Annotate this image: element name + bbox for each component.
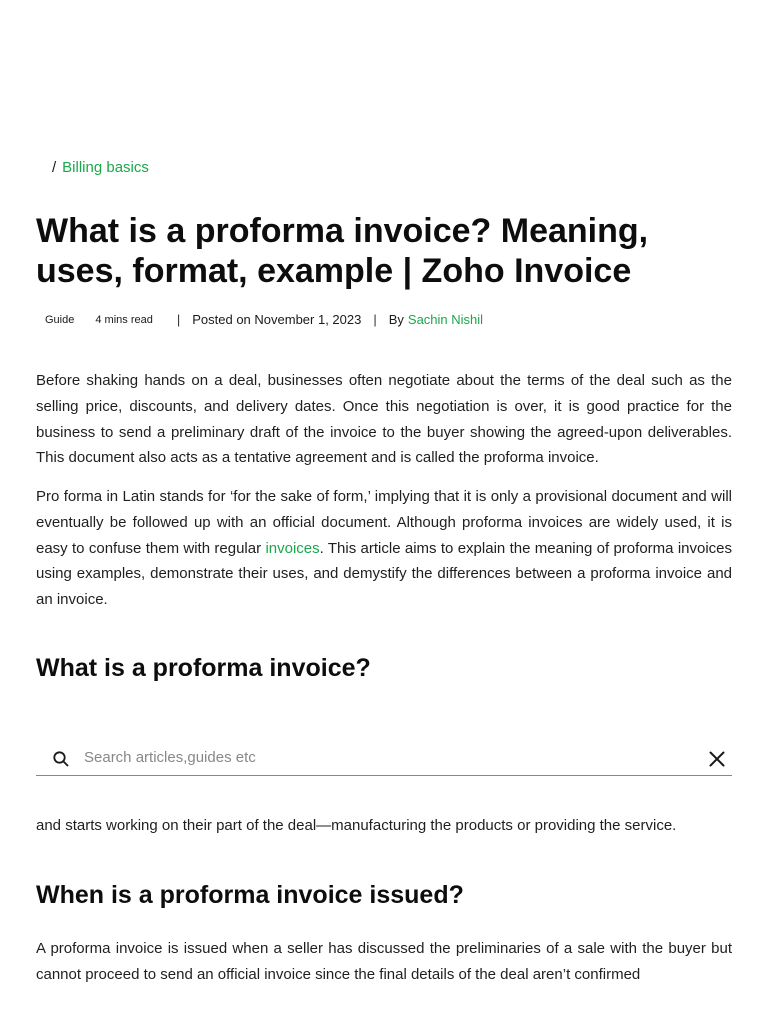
breadcrumb-separator: / [52, 159, 57, 176]
second-paragraph-text-1: Pro forma in Latin stands for ‘for the sake of form,’ implying that it is only a provisional document and will eventually be followed up with an official document. Although proforma invoices are widely used, it is easy to confuse them with regular [36, 488, 732, 557]
close-icon[interactable] [708, 750, 726, 768]
search-input[interactable] [84, 749, 708, 766]
breadcrumb-link-billing-basics[interactable]: Billing basics [62, 159, 149, 176]
meta-separator: | [176, 312, 181, 327]
breadcrumb [52, 157, 149, 179]
second-paragraph [36, 484, 732, 613]
third-paragraph: A proforma invoice is issued when a seller has discussed the preliminaries of a sale with the buyer but cannot proceed to send an official invoice since the final details of the deal aren’t confirmed [36, 940, 732, 983]
section-heading-when-issued: When is a proforma invoice issued? [36, 881, 464, 909]
section-heading-what-is: What is a proforma invoice? [36, 654, 371, 682]
article-meta [45, 310, 483, 330]
read-time: 4 mins read [95, 314, 153, 326]
second-paragraph-text-2: . This article aims to explain the meaning of proforma invoices using examples, demonstrate their uses, and demystify the differences between a proforma invoice and an invoice. [36, 539, 733, 609]
intro-paragraph: Before shaking hands on a deal, businesses often negotiate about the terms of the deal such as the selling price, discounts, and delivery dates. Once this negotiation is over, it is good practice for the business to send a preliminary draft of the invoice to the buyer showing the agreed-upon deliverables. This document also acts as a tentative agreement and is called the proforma invoice. [36, 372, 732, 467]
search-icon[interactable] [52, 750, 70, 768]
search-bar [36, 727, 732, 776]
meta-separator-2: | [373, 312, 377, 327]
page-title: What is a proforma invoice? Meaning, uses, format, example | Zoho Invoice [36, 212, 649, 290]
partial-paragraph: and starts working on their part of the deal—manufacturing the products or providing the service. [36, 817, 677, 834]
author-link[interactable]: Sachin Nishil [407, 312, 484, 327]
invoices-link[interactable]: invoices [265, 539, 320, 557]
posted-date: Posted on November 1, 2023 [192, 312, 362, 327]
by-label: By [388, 312, 404, 327]
article-type: Guide [45, 314, 75, 326]
